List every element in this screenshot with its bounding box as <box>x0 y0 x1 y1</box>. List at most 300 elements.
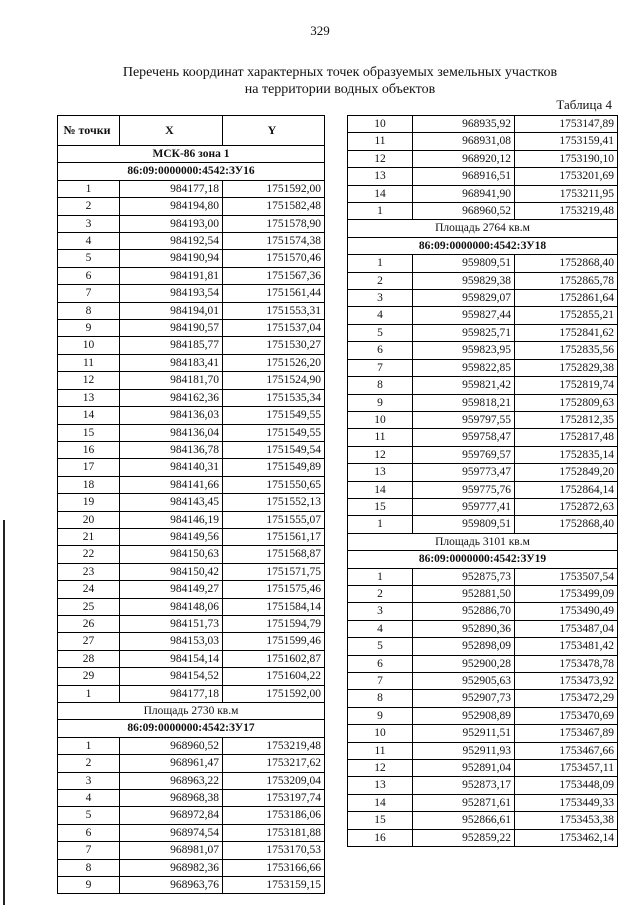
x-coordinate-cell: 952886,70 <box>413 603 515 620</box>
y-coordinate-cell: 1753457,11 <box>515 760 618 777</box>
document-title <box>60 64 620 98</box>
y-coordinate-cell: 1752841,62 <box>515 324 618 341</box>
table-row <box>58 180 325 197</box>
x-coordinate-cell: 984194,01 <box>120 302 223 319</box>
y-coordinate-cell: 1752809,63 <box>515 394 618 411</box>
point-number-cell: 4 <box>348 307 413 324</box>
point-number-cell: 4 <box>58 233 120 250</box>
point-number-cell: 16 <box>58 441 120 458</box>
x-coordinate-cell: 952890,36 <box>413 620 515 637</box>
table-row <box>58 233 325 250</box>
area-row <box>58 703 325 720</box>
table-row <box>58 285 325 302</box>
x-coordinate-cell: 968935,92 <box>413 116 515 133</box>
table-row <box>58 633 325 650</box>
point-number-cell: 7 <box>348 359 413 376</box>
x-coordinate-cell: 984190,94 <box>120 250 223 267</box>
section-header-row <box>58 163 325 180</box>
point-number-cell: 8 <box>58 859 120 876</box>
x-coordinate-cell: 984193,00 <box>120 215 223 232</box>
point-number-cell: 1 <box>348 516 413 533</box>
y-coordinate-cell: 1751555,07 <box>223 511 325 528</box>
table-row <box>348 568 618 585</box>
point-number-cell: 5 <box>58 250 120 267</box>
y-coordinate-cell: 1752835,56 <box>515 342 618 359</box>
x-coordinate-cell: 984154,52 <box>120 668 223 685</box>
point-number-cell: 3 <box>348 603 413 620</box>
x-coordinate-cell: 984177,18 <box>120 180 223 197</box>
table-row <box>348 324 618 341</box>
point-number-cell: 6 <box>58 267 120 284</box>
header-point-number: № точки <box>58 116 120 146</box>
y-coordinate-cell: 1751526,20 <box>223 354 325 371</box>
point-number-cell: 7 <box>58 842 120 859</box>
x-coordinate-cell: 959822,85 <box>413 359 515 376</box>
x-coordinate-cell: 968961,47 <box>120 755 223 772</box>
x-coordinate-cell: 959773,47 <box>413 464 515 481</box>
y-coordinate-cell: 1753217,62 <box>223 755 325 772</box>
y-coordinate-cell: 1753190,10 <box>515 150 618 167</box>
y-coordinate-cell: 1751567,36 <box>223 267 325 284</box>
x-coordinate-cell: 984150,63 <box>120 546 223 563</box>
table-row <box>58 824 325 841</box>
table-row <box>58 511 325 528</box>
point-number-cell: 4 <box>58 790 120 807</box>
table-row <box>58 615 325 632</box>
x-coordinate-cell: 959829,38 <box>413 272 515 289</box>
point-number-cell: 6 <box>348 342 413 359</box>
section-title: МСК-86 зона 1 <box>58 146 325 163</box>
table-row <box>348 673 618 690</box>
y-coordinate-cell: 1751553,31 <box>223 302 325 319</box>
y-coordinate-cell: 1753448,09 <box>515 777 618 794</box>
point-number-cell: 11 <box>58 354 120 371</box>
point-number-cell: 1 <box>348 255 413 272</box>
point-number-cell: 14 <box>348 481 413 498</box>
table-row <box>58 302 325 319</box>
table-row <box>58 859 325 876</box>
x-coordinate-cell: 984140,31 <box>120 459 223 476</box>
x-coordinate-cell: 968931,08 <box>413 133 515 150</box>
y-coordinate-cell: 1753472,29 <box>515 690 618 707</box>
y-coordinate-cell: 1751549,55 <box>223 407 325 424</box>
table-row <box>58 459 325 476</box>
x-coordinate-cell: 984193,54 <box>120 285 223 302</box>
point-number-cell: 2 <box>58 198 120 215</box>
table-row <box>348 255 618 272</box>
point-number-cell: 14 <box>348 794 413 811</box>
point-number-cell: 20 <box>58 511 120 528</box>
coordinates-table-left <box>57 115 325 894</box>
y-coordinate-cell: 1753467,66 <box>515 742 618 759</box>
page-number: 329 <box>310 23 330 38</box>
table-row <box>348 794 618 811</box>
y-coordinate-cell: 1752849,20 <box>515 464 618 481</box>
x-coordinate-cell: 952866,61 <box>413 812 515 829</box>
x-coordinate-cell: 952871,61 <box>413 794 515 811</box>
x-coordinate-cell: 959825,71 <box>413 324 515 341</box>
x-coordinate-cell: 959821,42 <box>413 377 515 394</box>
table-row <box>348 168 618 185</box>
table-row <box>58 755 325 772</box>
table-row <box>58 250 325 267</box>
y-coordinate-cell: 1751584,14 <box>223 598 325 615</box>
point-number-cell: 11 <box>348 429 413 446</box>
y-coordinate-cell: 1751550,65 <box>223 476 325 493</box>
area-text: Площадь 2730 кв.м <box>58 703 325 720</box>
y-coordinate-cell: 1751594,79 <box>223 615 325 632</box>
section-header-row <box>58 720 325 737</box>
table-row <box>348 829 618 846</box>
point-number-cell: 8 <box>58 302 120 319</box>
x-coordinate-cell: 984143,45 <box>120 494 223 511</box>
x-coordinate-cell: 968960,52 <box>413 203 515 220</box>
x-coordinate-cell: 984192,54 <box>120 233 223 250</box>
x-coordinate-cell: 984185,77 <box>120 337 223 354</box>
x-coordinate-cell: 952859,22 <box>413 829 515 846</box>
point-number-cell: 8 <box>348 690 413 707</box>
table-row <box>348 203 618 220</box>
y-coordinate-cell: 1753209,04 <box>223 772 325 789</box>
header-x: X <box>120 116 223 146</box>
table-row <box>348 464 618 481</box>
y-coordinate-cell: 1752835,14 <box>515 446 618 463</box>
y-coordinate-cell: 1751592,00 <box>223 180 325 197</box>
table-row <box>58 685 325 702</box>
point-number-cell: 9 <box>58 320 120 337</box>
x-coordinate-cell: 952908,89 <box>413 707 515 724</box>
x-coordinate-cell: 952875,73 <box>413 568 515 585</box>
section-header-row <box>58 146 325 163</box>
table-row <box>348 760 618 777</box>
y-coordinate-cell: 1753197,74 <box>223 790 325 807</box>
table-row <box>348 481 618 498</box>
x-coordinate-cell: 959769,57 <box>413 446 515 463</box>
x-coordinate-cell: 952881,50 <box>413 585 515 602</box>
area-text: Площадь 2764 кв.м <box>348 220 618 237</box>
table-row <box>58 563 325 580</box>
y-coordinate-cell: 1751549,54 <box>223 441 325 458</box>
point-number-cell: 7 <box>58 285 120 302</box>
table-row <box>348 603 618 620</box>
x-coordinate-cell: 984136,03 <box>120 407 223 424</box>
x-coordinate-cell: 984153,03 <box>120 633 223 650</box>
x-coordinate-cell: 968972,84 <box>120 807 223 824</box>
table-row <box>348 620 618 637</box>
point-number-cell: 4 <box>348 620 413 637</box>
x-coordinate-cell: 984146,19 <box>120 511 223 528</box>
y-coordinate-cell: 1752865,78 <box>515 272 618 289</box>
y-coordinate-cell: 1752868,40 <box>515 516 618 533</box>
y-coordinate-cell: 1753201,69 <box>515 168 618 185</box>
x-coordinate-cell: 984150,42 <box>120 563 223 580</box>
point-number-cell: 21 <box>58 528 120 545</box>
x-coordinate-cell: 984183,41 <box>120 354 223 371</box>
y-coordinate-cell: 1751592,00 <box>223 685 325 702</box>
point-number-cell: 1 <box>58 685 120 702</box>
y-coordinate-cell: 1753467,89 <box>515 725 618 742</box>
table-row <box>348 290 618 307</box>
x-coordinate-cell: 959775,76 <box>413 481 515 498</box>
table-row <box>348 307 618 324</box>
x-coordinate-cell: 959809,51 <box>413 516 515 533</box>
table-row <box>348 133 618 150</box>
table-row <box>348 150 618 167</box>
point-number-cell: 1 <box>58 737 120 754</box>
table-row <box>58 476 325 493</box>
table-row <box>348 655 618 672</box>
point-number-cell: 7 <box>348 673 413 690</box>
point-number-cell: 2 <box>348 272 413 289</box>
x-coordinate-cell: 968968,38 <box>120 790 223 807</box>
point-number-cell: 6 <box>348 655 413 672</box>
area-row <box>348 220 618 237</box>
y-coordinate-cell: 1751575,46 <box>223 581 325 598</box>
x-coordinate-cell: 984149,27 <box>120 581 223 598</box>
x-coordinate-cell: 968960,52 <box>120 737 223 754</box>
x-coordinate-cell: 968982,36 <box>120 859 223 876</box>
y-coordinate-cell: 1753170,53 <box>223 842 325 859</box>
point-number-cell: 15 <box>348 498 413 515</box>
table-row <box>58 528 325 545</box>
x-coordinate-cell: 952907,73 <box>413 690 515 707</box>
y-coordinate-cell: 1751578,90 <box>223 215 325 232</box>
y-coordinate-cell: 1753470,69 <box>515 707 618 724</box>
y-coordinate-cell: 1751552,13 <box>223 494 325 511</box>
point-number-cell: 10 <box>348 411 413 428</box>
point-number-cell: 10 <box>348 725 413 742</box>
point-number-cell: 15 <box>348 812 413 829</box>
point-number-cell: 13 <box>348 168 413 185</box>
table-row <box>348 377 618 394</box>
y-coordinate-cell: 1752861,64 <box>515 290 618 307</box>
y-coordinate-cell: 1753487,04 <box>515 620 618 637</box>
section-title: 86:09:0000000:4542:ЗУ17 <box>58 720 325 737</box>
table-row <box>348 429 618 446</box>
point-number-cell: 13 <box>348 777 413 794</box>
y-coordinate-cell: 1753499,09 <box>515 585 618 602</box>
y-coordinate-cell: 1751568,87 <box>223 546 325 563</box>
area-row <box>348 533 618 550</box>
x-coordinate-cell: 952911,51 <box>413 725 515 742</box>
y-coordinate-cell: 1751602,87 <box>223 650 325 667</box>
table-row <box>58 737 325 754</box>
x-coordinate-cell: 968920,12 <box>413 150 515 167</box>
x-coordinate-cell: 984148,06 <box>120 598 223 615</box>
point-number-cell: 27 <box>58 633 120 650</box>
table-row <box>348 394 618 411</box>
x-coordinate-cell: 952911,93 <box>413 742 515 759</box>
x-coordinate-cell: 968974,54 <box>120 824 223 841</box>
section-header-row <box>348 237 618 254</box>
point-number-cell: 1 <box>348 568 413 585</box>
x-coordinate-cell: 984149,56 <box>120 528 223 545</box>
table-row <box>58 772 325 789</box>
point-number-cell: 11 <box>348 133 413 150</box>
x-coordinate-cell: 959777,41 <box>413 498 515 515</box>
point-number-cell: 9 <box>58 877 120 894</box>
x-coordinate-cell: 984181,70 <box>120 372 223 389</box>
y-coordinate-cell: 1752819,74 <box>515 377 618 394</box>
point-number-cell: 10 <box>348 116 413 133</box>
table-row <box>348 342 618 359</box>
y-coordinate-cell: 1751571,75 <box>223 563 325 580</box>
table-row <box>58 807 325 824</box>
y-coordinate-cell: 1753219,48 <box>223 737 325 754</box>
x-coordinate-cell: 959758,47 <box>413 429 515 446</box>
y-coordinate-cell: 1751549,55 <box>223 424 325 441</box>
table-row <box>58 546 325 563</box>
table-row <box>58 198 325 215</box>
table-body-right <box>348 116 618 847</box>
y-coordinate-cell: 1753449,33 <box>515 794 618 811</box>
x-coordinate-cell: 984151,73 <box>120 615 223 632</box>
title-line-2: на территории водных объектов <box>244 82 436 97</box>
y-coordinate-cell: 1753481,42 <box>515 638 618 655</box>
point-number-cell: 26 <box>58 615 120 632</box>
point-number-cell: 12 <box>348 150 413 167</box>
x-coordinate-cell: 984136,04 <box>120 424 223 441</box>
point-number-cell: 2 <box>348 585 413 602</box>
point-number-cell: 5 <box>58 807 120 824</box>
table-row <box>58 320 325 337</box>
y-coordinate-cell: 1751524,90 <box>223 372 325 389</box>
y-coordinate-cell: 1751549,89 <box>223 459 325 476</box>
scan-edge-line <box>3 520 5 905</box>
point-number-cell: 29 <box>58 668 120 685</box>
table-row <box>58 650 325 667</box>
x-coordinate-cell: 968963,22 <box>120 772 223 789</box>
table-row <box>58 389 325 406</box>
y-coordinate-cell: 1751599,46 <box>223 633 325 650</box>
y-coordinate-cell: 1751537,04 <box>223 320 325 337</box>
table-row <box>58 842 325 859</box>
y-coordinate-cell: 1751582,48 <box>223 198 325 215</box>
y-coordinate-cell: 1753478,78 <box>515 655 618 672</box>
point-number-cell: 17 <box>58 459 120 476</box>
table-row <box>58 267 325 284</box>
point-number-cell: 5 <box>348 638 413 655</box>
x-coordinate-cell: 952900,28 <box>413 655 515 672</box>
x-coordinate-cell: 959809,51 <box>413 255 515 272</box>
x-coordinate-cell: 984190,57 <box>120 320 223 337</box>
table-row <box>348 725 618 742</box>
table-row <box>58 354 325 371</box>
table-label: Таблица 4 <box>556 97 612 112</box>
table-row <box>58 877 325 894</box>
x-coordinate-cell: 959827,44 <box>413 307 515 324</box>
x-coordinate-cell: 952905,63 <box>413 673 515 690</box>
y-coordinate-cell: 1753159,15 <box>223 877 325 894</box>
table-row <box>348 812 618 829</box>
y-coordinate-cell: 1752864,14 <box>515 481 618 498</box>
x-coordinate-cell: 984154,14 <box>120 650 223 667</box>
table-header-row <box>58 116 325 146</box>
title-line-1: Перечень координат характерных точек образуемых земельных участков <box>122 65 558 80</box>
y-coordinate-cell: 1751574,38 <box>223 233 325 250</box>
y-coordinate-cell: 1753473,92 <box>515 673 618 690</box>
y-coordinate-cell: 1751530,27 <box>223 337 325 354</box>
table-row <box>58 215 325 232</box>
point-number-cell: 9 <box>348 394 413 411</box>
section-title: 86:09:0000000:4542:ЗУ16 <box>58 163 325 180</box>
y-coordinate-cell: 1752817,48 <box>515 429 618 446</box>
point-number-cell: 12 <box>58 372 120 389</box>
table-row <box>58 790 325 807</box>
table-row <box>58 372 325 389</box>
x-coordinate-cell: 968963,76 <box>120 877 223 894</box>
point-number-cell: 28 <box>58 650 120 667</box>
point-number-cell: 1 <box>58 180 120 197</box>
x-coordinate-cell: 984177,18 <box>120 685 223 702</box>
table-row <box>58 424 325 441</box>
x-coordinate-cell: 959829,07 <box>413 290 515 307</box>
x-coordinate-cell: 984162,36 <box>120 389 223 406</box>
table-row <box>58 494 325 511</box>
x-coordinate-cell: 959818,21 <box>413 394 515 411</box>
point-number-cell: 3 <box>58 215 120 232</box>
table-row <box>348 185 618 202</box>
x-coordinate-cell: 959823,95 <box>413 342 515 359</box>
point-number-cell: 13 <box>348 464 413 481</box>
point-number-cell: 10 <box>58 337 120 354</box>
section-title: 86:09:0000000:4542:ЗУ19 <box>348 551 618 568</box>
point-number-cell: 19 <box>58 494 120 511</box>
y-coordinate-cell: 1751570,46 <box>223 250 325 267</box>
table-row <box>58 581 325 598</box>
point-number-cell: 12 <box>348 446 413 463</box>
x-coordinate-cell: 968941,90 <box>413 185 515 202</box>
y-coordinate-cell: 1753181,88 <box>223 824 325 841</box>
point-number-cell: 23 <box>58 563 120 580</box>
area-text: Площадь 3101 кв.м <box>348 533 618 550</box>
table-row <box>348 359 618 376</box>
table-row <box>348 446 618 463</box>
table-row <box>58 407 325 424</box>
x-coordinate-cell: 984191,81 <box>120 267 223 284</box>
point-number-cell: 11 <box>348 742 413 759</box>
x-coordinate-cell: 968916,51 <box>413 168 515 185</box>
y-coordinate-cell: 1752872,63 <box>515 498 618 515</box>
table-row <box>348 116 618 133</box>
point-number-cell: 13 <box>58 389 120 406</box>
point-number-cell: 15 <box>58 424 120 441</box>
table-row <box>348 516 618 533</box>
header-y: Y <box>223 116 325 146</box>
point-number-cell: 22 <box>58 546 120 563</box>
table-row <box>58 598 325 615</box>
table-row <box>58 337 325 354</box>
x-coordinate-cell: 952898,09 <box>413 638 515 655</box>
table-row <box>348 777 618 794</box>
y-coordinate-cell: 1753186,06 <box>223 807 325 824</box>
section-title: 86:09:0000000:4542:ЗУ18 <box>348 237 618 254</box>
table-row <box>348 498 618 515</box>
y-coordinate-cell: 1751561,44 <box>223 285 325 302</box>
x-coordinate-cell: 959797,55 <box>413 411 515 428</box>
table-row <box>348 272 618 289</box>
point-number-cell: 9 <box>348 707 413 724</box>
point-number-cell: 1 <box>348 203 413 220</box>
x-coordinate-cell: 968981,07 <box>120 842 223 859</box>
x-coordinate-cell: 984194,80 <box>120 198 223 215</box>
table-row <box>58 668 325 685</box>
table-row <box>348 411 618 428</box>
point-number-cell: 3 <box>348 290 413 307</box>
y-coordinate-cell: 1753147,89 <box>515 116 618 133</box>
y-coordinate-cell: 1753507,54 <box>515 568 618 585</box>
table-row <box>348 585 618 602</box>
